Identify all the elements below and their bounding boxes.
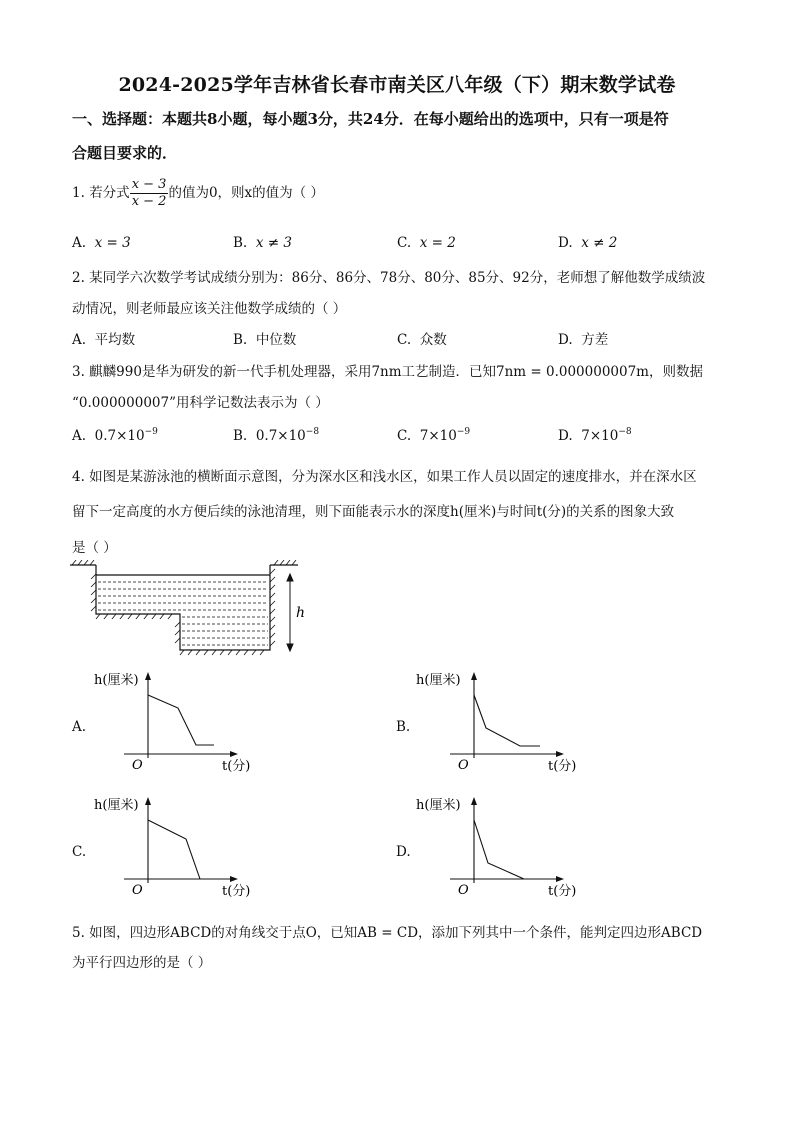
y-axis-label: h(厘米) [94, 673, 139, 688]
option-a-label[interactable]: A. [72, 719, 87, 735]
x-axis-label: t(分) [222, 759, 251, 774]
question-number: 1. [72, 185, 85, 201]
question-text: 若分式 [89, 185, 130, 201]
option-c[interactable] [397, 235, 456, 251]
option-text: x ≠ 2 [581, 235, 618, 251]
question-2-line1: 2. 某同学六次数学考试成绩分别为：86分、86分、78分、80分、85分、92分，老师想了解他数学成绩波 [72, 270, 706, 286]
question-1 [72, 176, 324, 210]
origin-label: O [132, 883, 143, 898]
option-b[interactable] [233, 328, 296, 348]
x-axis-label: t(分) [548, 759, 577, 774]
graph-option-a[interactable] [86, 668, 266, 778]
x-axis-label: t(分) [548, 884, 577, 899]
option-text: x = 2 [419, 235, 456, 251]
option-label: A. [72, 235, 87, 251]
question-4-line3: 是（ ） [72, 540, 117, 556]
fraction [130, 177, 169, 210]
exponent: −9 [144, 427, 158, 437]
option-d[interactable] [558, 427, 632, 444]
option-text: 众数 [419, 332, 447, 348]
option-c-label[interactable]: C. [72, 844, 87, 860]
option-label: D. [558, 428, 573, 444]
origin-label: O [458, 758, 469, 773]
question-3-line1: 3. 麒麟990是华为研发的新一代手机处理器，采用7nm工艺制造．已知7nm = 0.000000007m，则数据 [72, 364, 703, 380]
option-label: B. [233, 235, 248, 251]
origin-label: O [458, 883, 469, 898]
option-text: 平均数 [94, 332, 136, 348]
option-label: C. [397, 332, 412, 348]
option-label: C. [397, 235, 412, 251]
graph-option-c[interactable] [86, 793, 266, 903]
option-b[interactable] [233, 427, 319, 444]
pool-depth-label: h [296, 605, 306, 621]
option-text: 中位数 [255, 332, 297, 348]
question-text: 的值为0，则x的值为（ ） [168, 185, 324, 201]
option-text: x ≠ 3 [255, 235, 292, 251]
option-text: x = 3 [94, 235, 131, 251]
option-text: 方差 [581, 332, 609, 348]
option-label: C. [397, 428, 412, 444]
fraction-denominator: x − 2 [131, 194, 167, 209]
option-a[interactable] [72, 235, 131, 251]
exponent: −9 [456, 427, 471, 437]
option-d[interactable] [558, 328, 608, 348]
option-text: 7×10 [581, 428, 619, 444]
option-a[interactable] [72, 328, 135, 348]
question-4-line2: 留下一定高度的水方便后续的泳池清理，则下面能表示水的深度h(厘米)与时间t(分)的关系的图象大致 [72, 504, 675, 520]
option-label: B. [233, 332, 248, 348]
exponent: −8 [305, 427, 320, 437]
section-heading-line1: 一、选择题：本题共8小题，每小题3分，共24分．在每小题给出的选项中，只有一项是符 [72, 110, 669, 128]
fraction-numerator: x − 3 [131, 177, 167, 192]
y-axis-label: h(厘米) [94, 798, 139, 813]
option-label: D. [558, 235, 573, 251]
option-c[interactable] [397, 328, 447, 348]
option-d-label[interactable]: D. [396, 844, 411, 860]
option-c[interactable] [397, 427, 470, 444]
question-2-line2: 动情况，则老师最应该关注他数学成绩的（ ） [72, 301, 347, 317]
exponent: −8 [618, 427, 632, 437]
pool-diagram [66, 560, 316, 664]
question-5-line1: 5. 如图，四边形ABCD的对角线交于点O，已知AB = CD，添加下列其中一个条件，能判定四边形ABCD [72, 925, 703, 941]
option-b[interactable] [233, 235, 292, 251]
origin-label: O [132, 758, 143, 773]
x-axis-label: t(分) [222, 884, 251, 899]
graph-option-b[interactable] [412, 668, 592, 778]
y-axis-label: h(厘米) [416, 798, 461, 813]
option-label: D. [558, 332, 573, 348]
page-title: 2024-2025学年吉林省长春市南关区八年级（下）期末数学试卷 [118, 74, 676, 96]
graph-option-d[interactable] [412, 793, 592, 903]
option-text: 0.7×10 [94, 428, 145, 444]
option-b-label[interactable]: B. [396, 719, 411, 735]
question-3-line2: “0.000000007”用科学记数法表示为（ ） [72, 395, 329, 411]
option-label: B. [233, 428, 248, 444]
option-text: 0.7×10 [255, 428, 306, 444]
option-text: 7×10 [419, 428, 457, 444]
section-heading-line2: 合题目要求的． [72, 144, 178, 162]
option-label: A. [72, 428, 87, 444]
y-axis-label: h(厘米) [416, 673, 461, 688]
question-4-line1: 4. 如图是某游泳池的横断面示意图，分为深水区和浅水区，如果工作人员以固定的速度排水，并在深水区 [72, 469, 697, 485]
question-5-line2: 为平行四边形的是（ ） [72, 955, 212, 971]
option-a[interactable] [72, 427, 158, 444]
option-d[interactable] [558, 235, 617, 251]
option-label: A. [72, 332, 87, 348]
